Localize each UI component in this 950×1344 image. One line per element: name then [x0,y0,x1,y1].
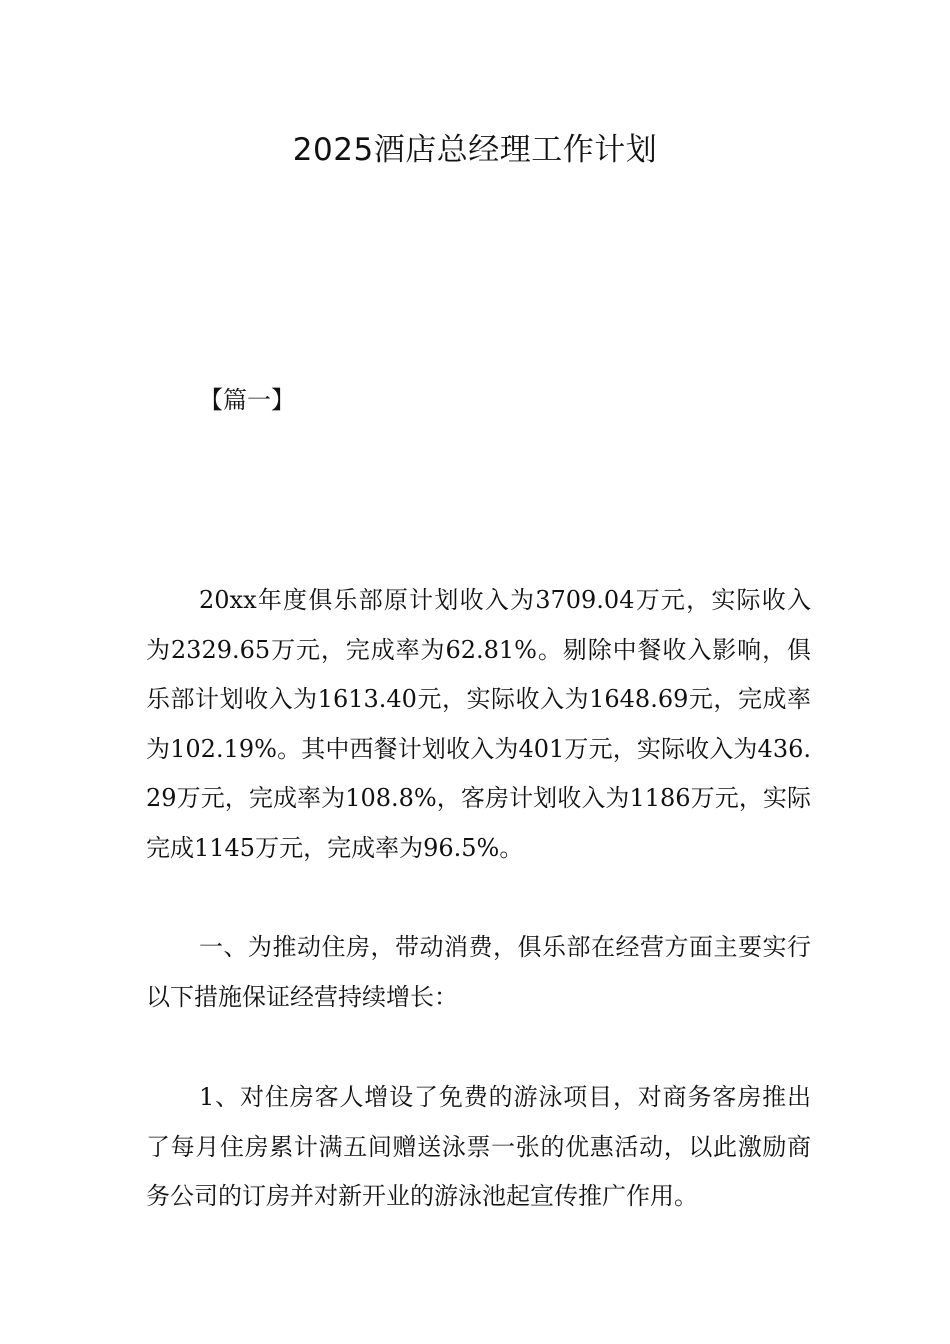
section-label: 【篇一】 [199,386,295,414]
paragraph-revenue-summary: 20xx年度俱乐部原计划收入为3709.04万元，实际收入为2329.65万元，完成率为62.81%。剔除中餐收入影响，俱乐部计划收入为1613.40元，实际收入为1648.69元，完成率为102.19%。其中西餐计划收入为401万元，实际收入为436.29万元，完成率为108.8%，客房计划收入为1186万元，实际完成1145万元，完成率为96.5%。 [146,586,811,862]
document-title: 2025酒店总经理工作计划 [292,132,658,168]
paragraph-measure-1: 1、对住房客人增设了免费的游泳项目，对商务客房推出了每月住房累计满五间赠送泳票一张的优惠活动，以此激励商务公司的订房并对新开业的游泳池起宣传推广作用。 [146,1083,811,1210]
paragraph-measures-heading: 一、为推动住房，带动消费，俱乐部在经营方面主要实行以下措施保证经营持续增长： [146,933,811,1011]
